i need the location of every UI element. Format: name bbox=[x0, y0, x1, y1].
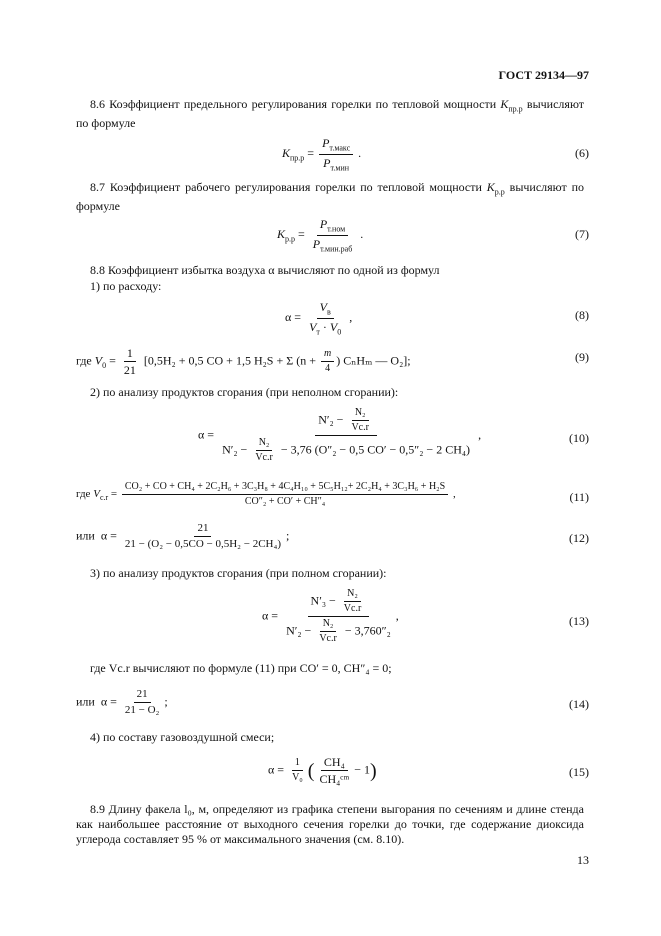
s86-text-after: вычисляют по формуле bbox=[76, 97, 584, 131]
formula-15: α = $\frac{1}{\text{V₀}}$ ( $\frac{\text{CH₄}}{\text{CH₄ᶜᵐ}}$ − 1) bbox=[268, 755, 377, 787]
f13-fraction bbox=[283, 588, 394, 645]
item-3: 3) по анализу продуктов сгорания (при полном сгорании): bbox=[90, 566, 387, 580]
eq-number-11: (11) bbox=[569, 490, 589, 504]
formula-7: $K_{р.р}$ = $\frac{P_{т.ном}}{P_{т.мин.раб}}$ . bbox=[277, 217, 364, 254]
eq-number-13: (13) bbox=[569, 614, 589, 628]
formula-6: $K_{пр.р}$ = $\frac{P_{т.макс}}{P_{т.мин}}$ . bbox=[282, 136, 362, 173]
f8-fraction: $\frac{V_в}{V_т \cdot V_0}$ bbox=[309, 300, 342, 337]
eq-number-10: (10) bbox=[569, 431, 589, 445]
f13-num-a: N′₃ − bbox=[310, 593, 336, 608]
section-8-7-text bbox=[76, 180, 584, 214]
f9-four: 4 bbox=[325, 363, 331, 375]
f10-den-v: Vc.r bbox=[255, 452, 273, 463]
f9-where: где bbox=[76, 353, 92, 368]
item-4: 4) по составу газовоздушной смеси; bbox=[90, 730, 275, 744]
f9-tail: ) CₙHₘ — O₂]; bbox=[336, 353, 411, 368]
f13-den-tail: − 3,760″₂ bbox=[344, 623, 391, 638]
f9-fraction bbox=[121, 346, 139, 378]
f11-den: CO″₂ + CO′ + CH″₄ bbox=[244, 496, 326, 507]
eq-number-15: (15) bbox=[569, 765, 589, 779]
f11-where: где bbox=[76, 488, 91, 501]
s87-k-sub: р.р bbox=[494, 187, 505, 197]
f8-den-sub1: т bbox=[316, 327, 320, 337]
s87-text-before: 8.7 Коэффициент рабочего регулирования горелки по тепловой мощности bbox=[90, 180, 487, 194]
f10-num-n: N₂ bbox=[352, 407, 369, 421]
f7-lhs-sub: р.р bbox=[285, 234, 296, 244]
formula-13-note: где Vc.r вычисляют по формуле (11) при CO′ = 0, CH″₄ = 0; bbox=[90, 661, 392, 675]
f13-den-a: N′₂ − bbox=[286, 623, 312, 638]
formula-11: где $V_{c.r}$ = CO₂ + CO + CH₄ + 2C₂H₆ + 3C₃H₈ + 4C₄H₁₀ + 5C₅H₁₂+ 2C₂H₄ + 3C₃H₆ + H₂S CO″₂ + CO′ + CH″₄ , bbox=[76, 481, 456, 507]
section-8-8-intro: 8.8 Коэффициент избытка воздуха α вычисляют по одной из формул bbox=[90, 263, 440, 277]
eq-number-12: (12) bbox=[569, 531, 589, 545]
f11-var-sub: c.r bbox=[99, 493, 109, 503]
f11-num: CO₂ + CO + CH₄ + 2C₂H₆ + 3C₃H₈ + 4C₄H₁₀ + 5C₅H₁₂+ 2C₂H₄ + 3C₃H₆ + H₂S bbox=[122, 481, 448, 495]
formula-9: где $V_0$ = $\frac{1}{21}$ [0,5H₂ + 0,5 CO + 1,5 H₂S + Σ (n + $\frac{m}{4}$ ) CₙHₘ — O₂]; bbox=[76, 346, 411, 378]
f8-den-sub2: 0 bbox=[337, 327, 342, 337]
f9-body: [0,5H₂ + 0,5 CO + 1,5 H₂S + Σ (n + bbox=[143, 353, 319, 368]
f8-den-a: V bbox=[309, 319, 317, 334]
f15-f-num: 1 bbox=[292, 757, 303, 771]
s87-k: K bbox=[486, 180, 495, 194]
f13-den-n: N₂ bbox=[320, 618, 337, 632]
formula-8: α = $\frac{V_в}{V_т \cdot V_0}$ , bbox=[285, 300, 353, 337]
f8-num: V bbox=[319, 300, 327, 314]
page-number: 13 bbox=[577, 853, 589, 867]
f15-fraction bbox=[289, 757, 306, 784]
formula-10: α = N′₂ − $\frac{\text{N₂}}{Vc.r}$ N′₂ − $\frac{\text{N₂}}{Vc.r}$ − 3,76 (O″₂ − 0,5 CO′ − 0,5″₂ − 2 CH₄) , bbox=[198, 407, 482, 463]
item-2: 2) по анализу продуктов сгорания (при неполном сгорании): bbox=[90, 385, 399, 399]
f10-num-v: Vc.r bbox=[351, 422, 369, 433]
f8-num-sub: в bbox=[326, 307, 331, 317]
f13-num-n: N₂ bbox=[344, 588, 361, 602]
f6-den: P bbox=[323, 155, 331, 170]
f13-num-v: Vc.r bbox=[343, 603, 362, 614]
f14-or: или bbox=[76, 694, 95, 709]
f14-num: 21 bbox=[134, 688, 151, 703]
f9-frac-num: 1 bbox=[124, 346, 136, 362]
s87-text-after: вычисляют по формуле bbox=[76, 180, 584, 214]
formula-12: или α = $\frac{21}{\text{21 − (O₂ − 0,5CO − 0,5H₂ − 2CH₄)}}$ ; bbox=[76, 522, 290, 551]
f10-den-a: N′₂ − bbox=[222, 442, 248, 457]
eq-number-8: (8) bbox=[575, 308, 589, 322]
f10-den-tail: − 3,76 (O″₂ − 0,5 CO′ − 0,5″₂ − 2 CH₄) bbox=[280, 442, 471, 457]
f10-fraction bbox=[219, 407, 473, 464]
item-1: 1) по расходу: bbox=[90, 279, 162, 293]
f7-den-sub: т.мин.раб bbox=[320, 244, 353, 254]
eq-number-9: (9) bbox=[575, 350, 589, 364]
f6-den-sub: т.мин bbox=[330, 163, 350, 173]
f13-den-inner-fraction bbox=[316, 618, 340, 645]
f9-m-fraction bbox=[321, 348, 334, 375]
f9-m: m bbox=[323, 348, 332, 360]
f10-num-a: N′₂ − bbox=[318, 412, 344, 427]
standard-header: ГОСТ 29134—97 bbox=[498, 68, 589, 82]
f12-den: 21 − (O₂ − 0,5CO − 0,5H₂ − 2CH₄) bbox=[124, 538, 282, 551]
f11-fraction bbox=[122, 481, 448, 508]
eq-number-14: (14) bbox=[569, 697, 589, 711]
f14-den: 21 − O₂ bbox=[124, 704, 160, 717]
f14-fraction bbox=[122, 688, 162, 717]
f10-den-inner-fraction bbox=[252, 437, 276, 464]
f6-fraction bbox=[319, 136, 353, 173]
s86-k: K bbox=[500, 97, 509, 111]
section-8-6-text bbox=[76, 97, 584, 131]
f13-num-inner-fraction bbox=[341, 588, 365, 615]
f13-den-v: Vc.r bbox=[319, 633, 337, 644]
f15-tail: − 1 bbox=[354, 762, 371, 777]
s86-text-before: 8.6 Коэффициент предельного регулирования горелки по тепловой мощности bbox=[90, 97, 501, 111]
f12-fraction bbox=[122, 522, 284, 551]
formula-14: или α = $\frac{21}{\text{21 − O₂}}$ ; bbox=[76, 688, 168, 717]
eq-number-6: (6) bbox=[575, 146, 589, 160]
s86-k-sub: пр.р bbox=[508, 104, 523, 114]
f6-num: P bbox=[322, 136, 330, 150]
f12-num: 21 bbox=[194, 522, 211, 537]
f15-inner-fraction bbox=[316, 755, 352, 787]
section-8-9-text: 8.9 Длину факела l₀, м, определяют из графика степени выгорания по сечениям и длине стенда как наибольшее расстояние от выходного сечения горелки до точки, где содержание диоксида углерода составляет 95 % от максимального значения (см. 8.10). bbox=[76, 802, 584, 846]
eq-number-7: (7) bbox=[575, 227, 589, 241]
formula-13: α = N′₃ − $\frac{\text{N₂}}{Vc.r}$ N′₂ − $\frac{\text{N₂}}{Vc.r}$ − 3,760″₂ , bbox=[262, 588, 399, 644]
f7-fraction: $\frac{P_{т.ном}}{P_{т.мин.раб}}$ bbox=[312, 217, 353, 254]
f9-frac-den: 21 bbox=[123, 363, 136, 378]
f7-num-sub: т.ном bbox=[327, 224, 346, 234]
f10-num-inner-fraction bbox=[348, 407, 372, 434]
f15-f-den: V₀ bbox=[292, 772, 303, 784]
f12-or: или bbox=[76, 528, 95, 543]
f11-var: V bbox=[93, 488, 100, 501]
f15-in-den: CH₄ᶜᵐ bbox=[319, 772, 350, 787]
f15-in-num: CH₄ bbox=[321, 755, 348, 771]
f10-den-n: N₂ bbox=[256, 437, 273, 451]
f6-lhs-sub: пр.р bbox=[290, 153, 305, 163]
f6-num-sub: т.макс bbox=[329, 143, 351, 153]
